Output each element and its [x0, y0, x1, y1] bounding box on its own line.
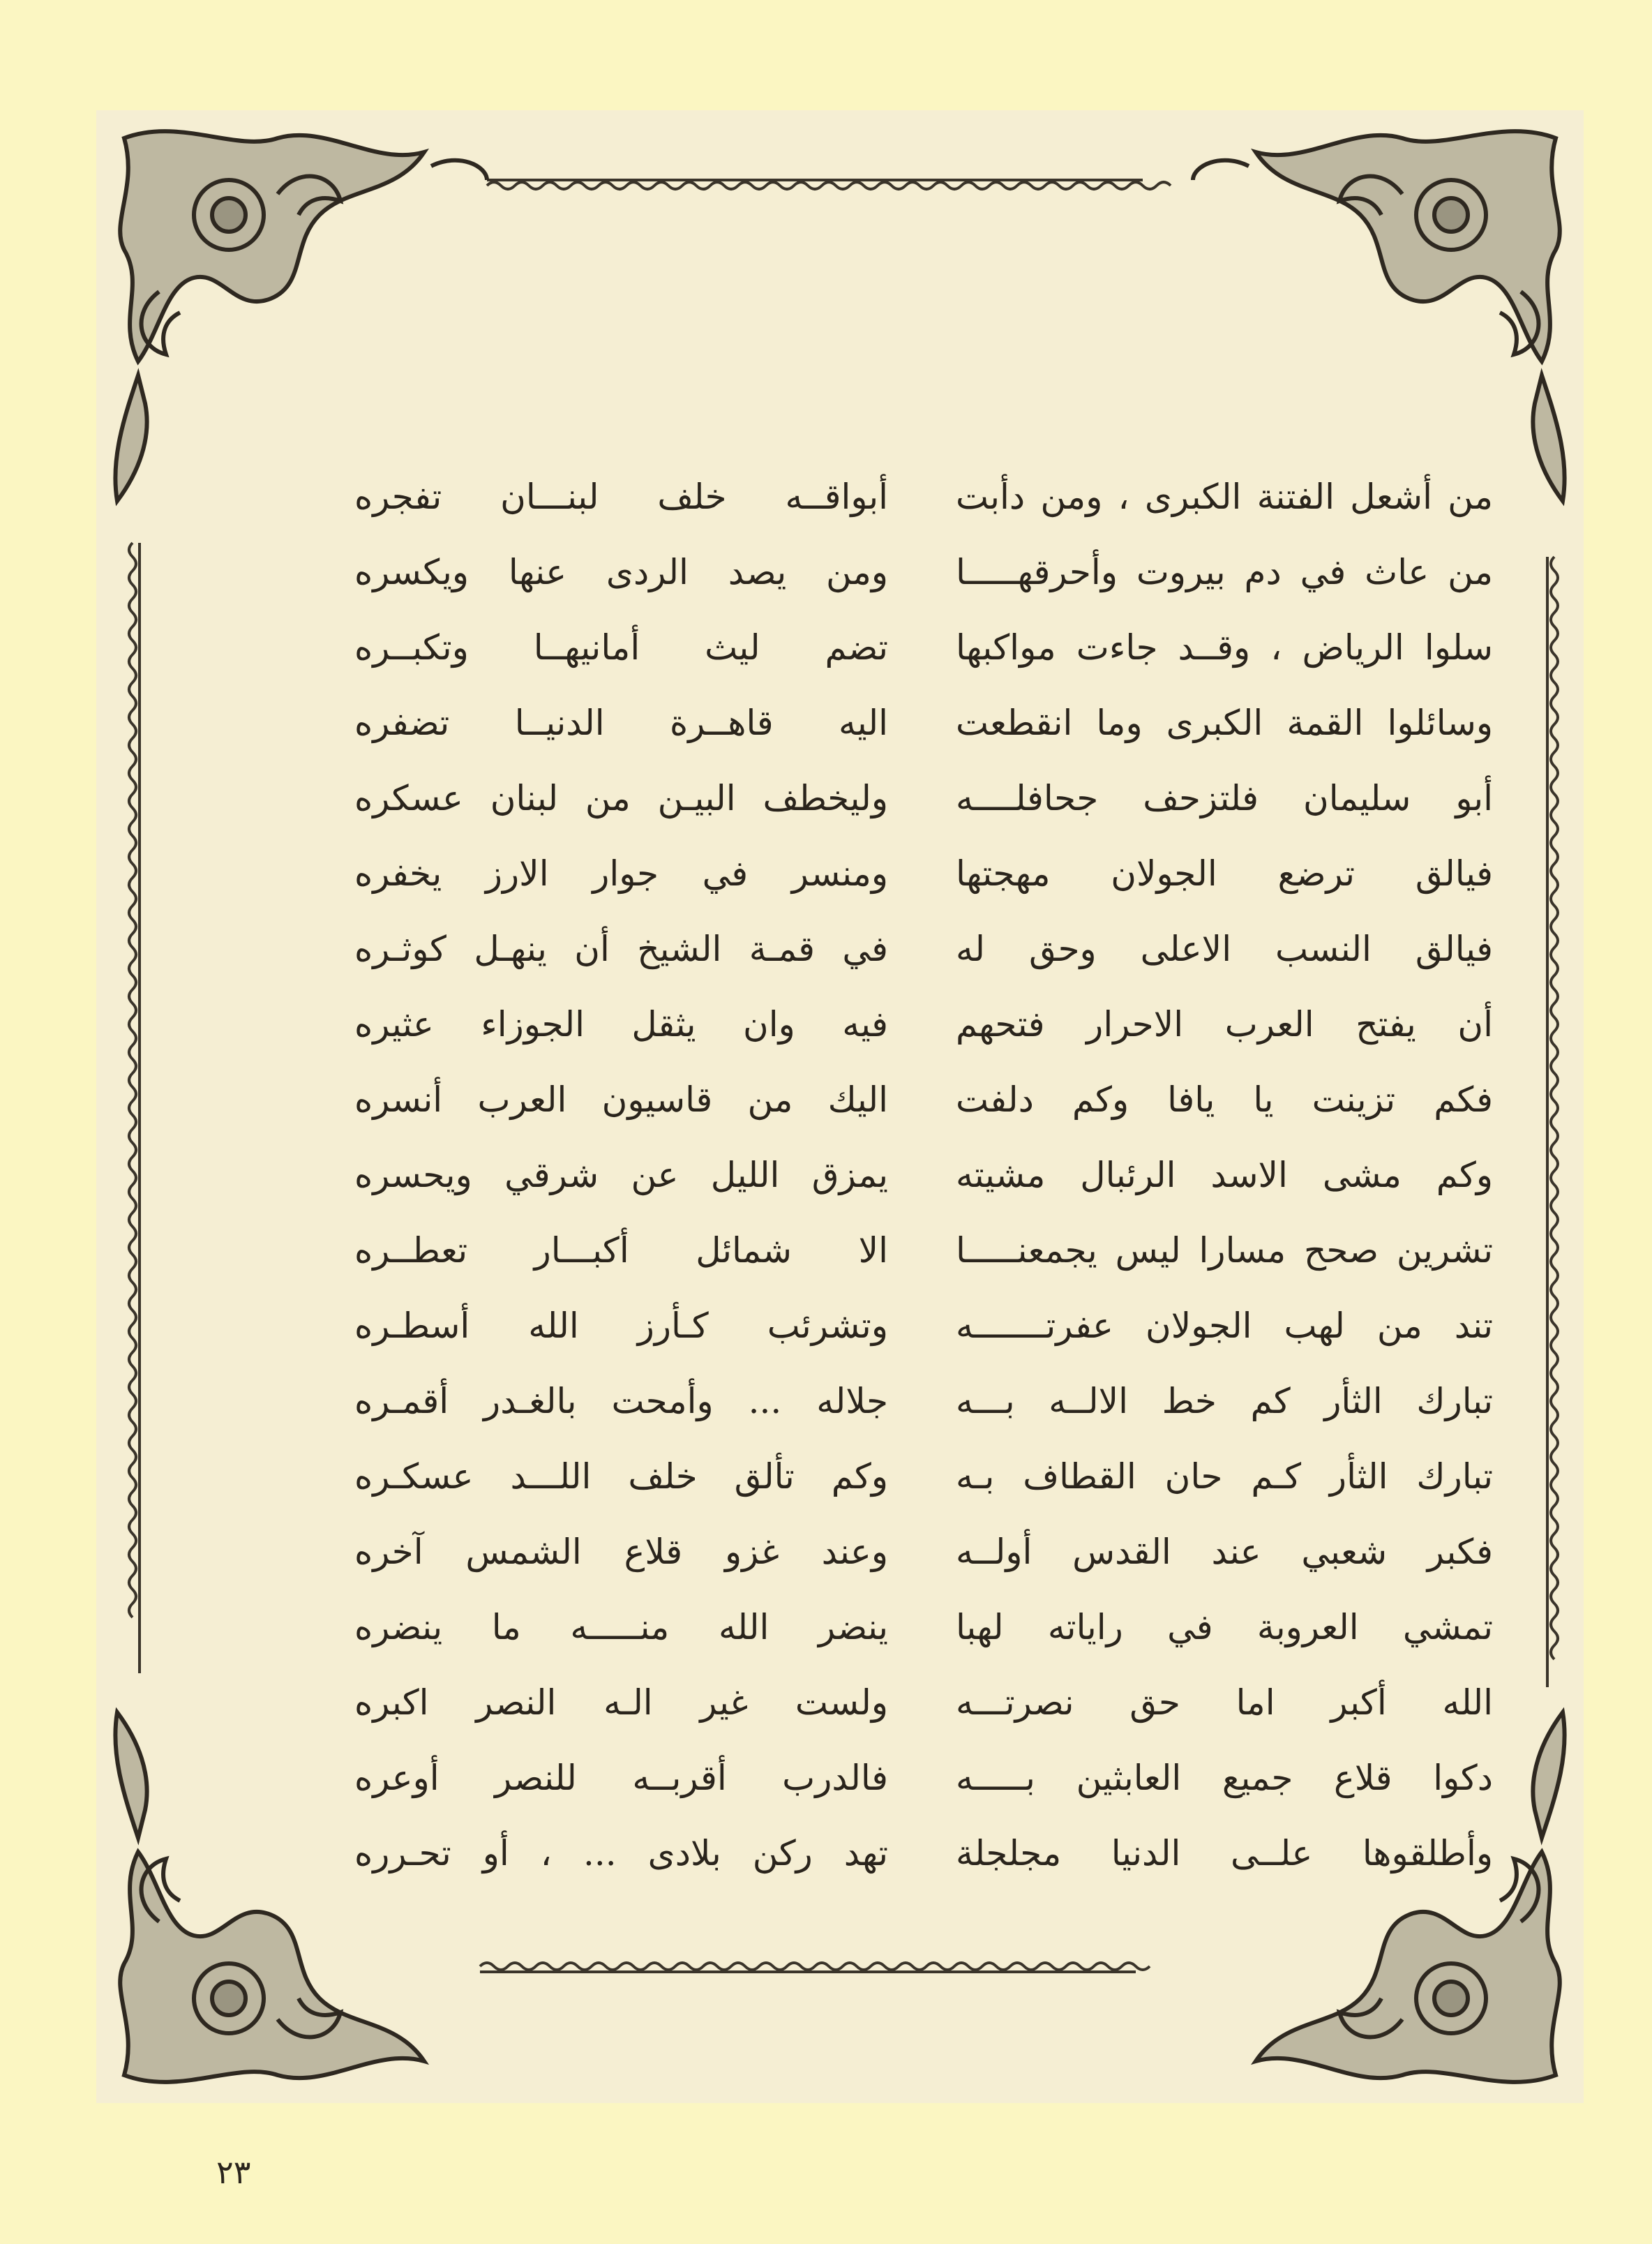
- verse-line: الا شمائل أكبـــار تعطــره: [354, 1230, 888, 1271]
- verse-line: فيالق ترضع الجولان مهجتها: [956, 853, 1493, 894]
- right-wavy-rule: [1551, 557, 1558, 1659]
- verse-line: فكبر شعبي عند القدس أولــه: [956, 1532, 1493, 1572]
- verse-line: اليك من قاسيون العرب أنسره: [354, 1079, 888, 1120]
- verse-line: تهد ركن بلادى ... ، أو تحـرره: [354, 1833, 888, 1873]
- verse-line: ومنسر في جوار الارز يخفره: [354, 853, 888, 894]
- poem-left-column: [354, 459, 888, 1891]
- corner-flourish-top-right: [1193, 131, 1565, 501]
- verse-line: وليخطف البيـن من لبنان عسكره: [354, 778, 888, 818]
- verse-line: وسائلوا القمة الكبرى وما انقطعت: [956, 703, 1493, 743]
- verse-line: وأطلقوها علــى الدنيا مجلجلة: [956, 1833, 1493, 1873]
- verse-line: أن يفتح العرب الاحرار فتحهم: [956, 1004, 1493, 1045]
- verse-line: يمزق الليل عن شرقي ويحسره: [354, 1155, 888, 1195]
- page-sheet: [96, 110, 1584, 2191]
- corner-flourish-top-left: [115, 131, 487, 501]
- verse-line: تشرين صحح مسارا ليس يجمعنـــــا: [956, 1230, 1493, 1271]
- verse-line: ينضر الله منـــــه ما ينضره: [354, 1607, 888, 1647]
- verse-line: تبارك الثأر كـم حان القطاف بـه: [956, 1456, 1493, 1497]
- verse-line: وتشرئب كـأرز الله أسطـره: [354, 1306, 888, 1346]
- verse-line: تبارك الثأر كم خط الالــه بـــه: [956, 1381, 1493, 1421]
- top-wavy-rule: [487, 182, 1171, 189]
- verse-line: جلاله ... وأمحت بالغـدر أقمـره: [354, 1381, 888, 1421]
- verse-line: أبو سليمان فلتزحف جحافلــــه: [956, 778, 1493, 818]
- verse-line: تضم ليث أمانيهــا وتكبــره: [354, 627, 888, 668]
- verse-line: من أشعل الفتنة الكبرى ، ومن دأبت: [956, 477, 1493, 517]
- left-wavy-rule: [129, 543, 136, 1617]
- poem-right-column: [956, 459, 1493, 1891]
- verse-line: الله أكبر اما حق نصرتـــه: [956, 1682, 1493, 1723]
- verse-line: من عاث في دم بيروت وأحرقهـــــا: [956, 552, 1493, 592]
- verse-line: وكم تألق خلف اللـــد عسكـره: [354, 1456, 888, 1497]
- verse-line: في قمـة الشيخ أن ينهـل كوثـره: [354, 929, 888, 969]
- verse-line: فيالق النسب الاعلى وحق له: [956, 929, 1493, 969]
- bottom-wavy-rule: [480, 1963, 1150, 1970]
- verse-line: اليه قاهــرة الدنيــا تضفره: [354, 703, 888, 743]
- verse-line: أبواقــه خلف لبنـــان تفجره: [354, 477, 888, 517]
- verse-line: فكم تزينت يا يافا وكم دلفت: [956, 1079, 1493, 1120]
- verse-line: وعند غزو قلاع الشمس آخره: [354, 1532, 888, 1572]
- verse-line: ولست غير الـه النصر اكبره: [354, 1682, 888, 1723]
- verse-line: فالدرب أقربــه للنصر أوعره: [354, 1758, 888, 1798]
- verse-line: تمشي العروبة في راياته لهبا: [956, 1607, 1493, 1647]
- verse-line: تند من لهب الجولان عفرتـــــــه: [956, 1306, 1493, 1346]
- verse-line: سلوا الرياض ، وقــد جاءت مواكبها: [956, 627, 1493, 668]
- verse-line: ومن يصد الردى عنها ويكسره: [354, 552, 888, 592]
- verse-line: دكوا قلاع جميع العابثين بـــــه: [956, 1758, 1493, 1798]
- page-number: ٢٣: [216, 2153, 251, 2191]
- verse-line: وكم مشى الاسد الرئبال مشيته: [956, 1155, 1493, 1195]
- verse-line: فيه وان يثقل الجوزاء عثيره: [354, 1004, 888, 1045]
